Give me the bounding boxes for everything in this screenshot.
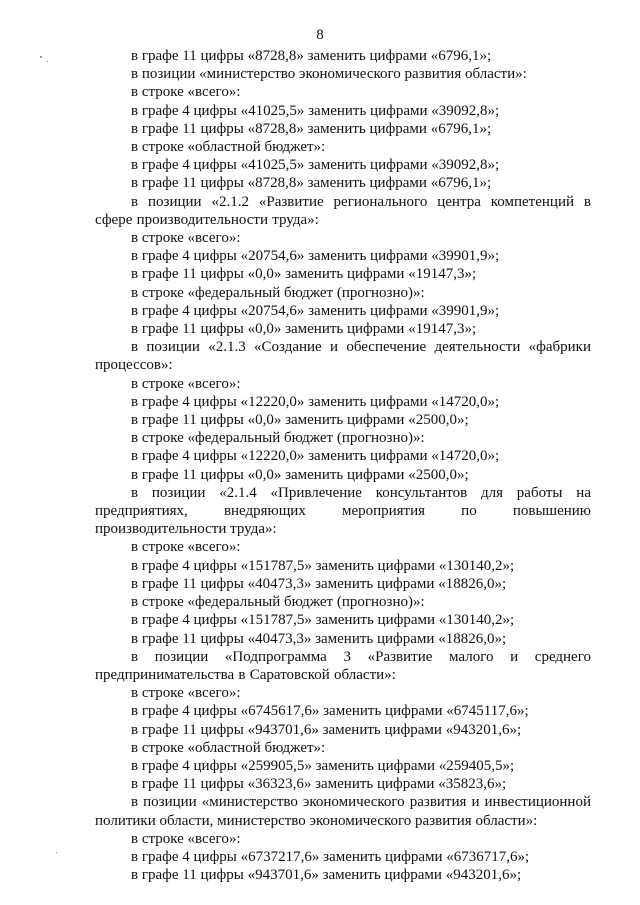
- paragraph: в графе 4 цифры «20754,6» заменить цифрами «39901,9»;: [131, 248, 500, 265]
- paragraph: в графе 4 цифры «6745617,6» заменить цифрами «6745117,6»;: [131, 703, 529, 720]
- scan-speck: [56, 852, 57, 853]
- paragraph: в строке «всего»:: [131, 375, 241, 392]
- paragraph: в строке «федеральный бюджет (прогнозно)»:: [131, 430, 425, 447]
- paragraph: в графе 11 цифры «8728,8» заменить цифрами «6796,1»;: [131, 120, 492, 137]
- paragraph: в графе 4 цифры «151787,5» заменить цифрами «130140,2»;: [131, 557, 515, 574]
- scan-speck: [40, 56, 42, 58]
- paragraph: в графе 4 цифры «20754,6» заменить цифрами «39901,9»;: [131, 302, 500, 319]
- paragraph: в графе 4 цифры «6737217,6» заменить цифрами «6736717,6»;: [131, 848, 530, 865]
- paragraph: в графе 4 цифры «41025,5» заменить цифрами «39092,8»;: [131, 157, 500, 174]
- paragraph: в графе 4 цифры «151787,5» заменить цифрами «130140,2»;: [131, 612, 515, 629]
- page-number: 8: [316, 27, 324, 43]
- paragraph: в строке «всего»:: [131, 830, 241, 847]
- paragraph: в графе 11 цифры «36323,6» заменить цифрами «35823,6»;: [131, 776, 507, 793]
- paragraph: в позиции «министерство экономического развития и инвестиционной политики области, министерство экономического развития области»:: [95, 794, 591, 829]
- paragraph: в графе 11 цифры «40473,3» заменить цифрами «18826,0»;: [131, 630, 507, 647]
- paragraph: в строке «всего»:: [131, 685, 241, 702]
- scan-speck: [47, 61, 48, 62]
- document-body: [95, 47, 591, 884]
- paragraph: в графе 11 цифры «0,0» заменить цифрами «19147,3»;: [131, 321, 477, 338]
- paragraph: в графе 11 цифры «40473,3» заменить цифрами «18826,0»;: [131, 575, 507, 592]
- paragraph: в графе 11 цифры «8728,8» заменить цифрами «6796,1»;: [131, 175, 492, 192]
- paragraph: в графе 11 цифры «0,0» заменить цифрами «2500,0»;: [131, 412, 469, 429]
- paragraph: в позиции «2.1.4 «Привлечение консультантов для работы на предприятиях, внедряющих мероприятия по повышению производительности труда»:: [95, 484, 591, 538]
- paragraph: в строке «областной бюджет»:: [131, 739, 326, 756]
- paragraph: в строке «всего»:: [131, 230, 241, 247]
- paragraph: в позиции «Подпрограмма 3 «Развитие малого и среднего предпринимательства в Саратовской области»:: [95, 648, 591, 683]
- paragraph: в строке «всего»:: [131, 539, 241, 556]
- paragraph: в графе 11 цифры «8728,8» заменить цифрами «6796,1»;: [131, 48, 492, 64]
- paragraph: в строке «областной бюджет»:: [131, 139, 326, 156]
- paragraph: в строке «федеральный бюджет (прогнозно)»:: [131, 284, 425, 301]
- paragraph: в графе 4 цифры «41025,5» заменить цифрами «39092,8»;: [131, 102, 500, 119]
- paragraph: в графе 4 цифры «12220,0» заменить цифрами «14720,0»;: [131, 448, 500, 465]
- paragraph: в позиции «2.1.3 «Создание и обеспечение деятельности «фабрики процессов»:: [95, 339, 591, 374]
- paragraph: в позиции «министерство экономического развития области»:: [131, 66, 527, 83]
- paragraph: в графе 4 цифры «12220,0» заменить цифрами «14720,0»;: [131, 393, 500, 410]
- paragraph: в графе 11 цифры «0,0» заменить цифрами «19147,3»;: [131, 266, 477, 283]
- paragraph: в графе 11 цифры «943701,6» заменить цифрами «943201,6»;: [131, 867, 522, 884]
- paragraph: в графе 4 цифры «259905,5» заменить цифрами «259405,5»;: [131, 757, 515, 774]
- paragraph: в графе 11 цифры «0,0» заменить цифрами «2500,0»;: [131, 466, 469, 483]
- paragraph: в строке «всего»:: [131, 84, 241, 101]
- paragraph: в строке «федеральный бюджет (прогнозно)»:: [131, 594, 425, 611]
- paragraph: в графе 11 цифры «943701,6» заменить цифрами «943201,6»;: [131, 721, 522, 738]
- paragraph: в позиции «2.1.2 «Развитие регионального центра компетенций в сфере производительности труда»:: [95, 193, 591, 228]
